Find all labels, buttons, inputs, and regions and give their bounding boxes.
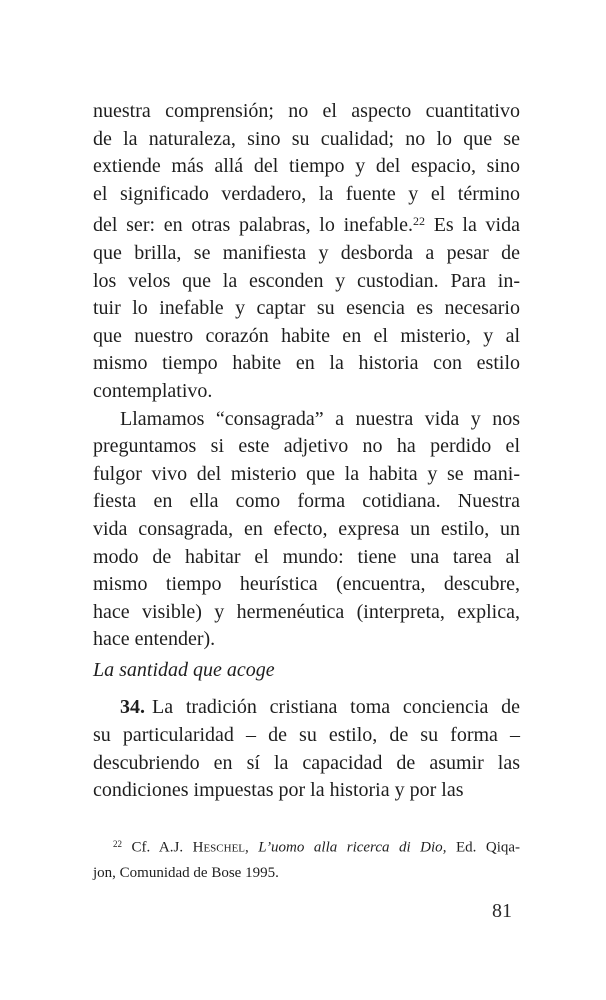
text-line	[93, 350, 520, 378]
text-run: mismo tiempo habite en la historia con estilo	[93, 352, 520, 375]
text-run: fulgor vivo del misterio que la habita y se mani-	[93, 462, 520, 485]
text-line	[93, 722, 520, 750]
text-run: Es la vida	[424, 214, 520, 237]
text-run: jon, Comunidad de Bose 1995.	[93, 865, 279, 882]
text-line	[93, 208, 520, 240]
text-line	[93, 126, 520, 154]
text-run: del ser: en otras palabras, lo inefable.	[93, 214, 413, 237]
text-column	[93, 0, 520, 926]
text-run: condiciones impuestas por la historia y por las	[93, 779, 464, 802]
text-run: de la naturaleza, sino su cualidad; no lo que se	[93, 127, 520, 150]
text-run: extiende más allá del tiempo y del espacio, sino	[93, 155, 520, 178]
footnote-number: 22	[113, 838, 122, 849]
author-name: Heschel	[192, 839, 246, 856]
text-line	[93, 831, 520, 861]
text-run: ,	[245, 839, 259, 856]
text-run: nuestra comprensión; no el aspecto cuantitativo	[93, 100, 520, 122]
text-line	[93, 295, 520, 323]
section-heading: La santidad que acoge	[93, 658, 275, 681]
text-run: modo de habitar el mundo: tiene una tarea al	[93, 545, 520, 568]
text-run: mismo tiempo heurística (encuentra, descubre,	[93, 573, 520, 596]
text-run: los velos que la esconden y custodian. Para in-	[93, 269, 520, 292]
text-run: vida consagrada, en efecto, expresa un estilo, un	[93, 517, 520, 540]
book-title: L’uomo alla ricerca di Dio	[258, 839, 443, 856]
text-line	[93, 544, 520, 572]
text-line	[93, 406, 520, 434]
text-line	[93, 181, 520, 209]
text-line	[93, 599, 520, 627]
text-run: , Ed. Qiqa-	[442, 839, 521, 856]
text-line	[93, 777, 520, 805]
text-line	[93, 860, 520, 886]
text-line	[93, 153, 520, 181]
paragraph-3	[93, 694, 520, 804]
text-line	[93, 694, 520, 722]
footnote-ref: 22	[412, 214, 425, 229]
text-run: fiesta en ella como forma cotidiana. Nuestra	[93, 490, 520, 513]
text-line	[93, 571, 520, 599]
text-line	[93, 488, 520, 516]
text-line	[93, 750, 520, 778]
paragraph-number: 34.	[120, 696, 145, 719]
text-line	[93, 98, 520, 126]
text-run: que brilla, se manifiesta y desborda a pesar de	[93, 241, 520, 264]
text-run: contemplativo.	[93, 379, 213, 402]
text-line	[93, 461, 520, 489]
text-run: tuir lo inefable y captar su esencia es necesario	[93, 297, 520, 320]
text-line	[93, 323, 520, 351]
text-run: descubriendo en sí la capacidad de asumir las	[93, 751, 520, 774]
text-line	[93, 516, 520, 544]
text-line	[93, 433, 520, 461]
text-run: su particularidad – de su estilo, de su forma –	[93, 724, 520, 747]
text-line	[93, 378, 520, 406]
text-line	[93, 240, 520, 268]
paragraph-2	[93, 406, 520, 654]
text-run: La tradición cristiana toma conciencia de	[152, 696, 520, 719]
footnote	[93, 831, 520, 887]
text-run: Llamamos “consagrada” a nuestra vida y nos	[120, 407, 520, 430]
text-line	[93, 626, 520, 654]
page-number: 81	[492, 900, 512, 923]
text-run: el significado verdadero, la fuente y el término	[93, 182, 520, 205]
text-line	[93, 268, 520, 296]
text-run: Cf. A.J.	[122, 839, 193, 856]
text-run: hace visible) y hermenéutica (interpreta, explica,	[93, 600, 520, 623]
text-run: hace entender).	[93, 628, 216, 651]
text-run: que nuestro corazón habite en el misterio, y al	[93, 324, 520, 347]
paragraph-1	[93, 98, 520, 406]
text-run: preguntamos si este adjetivo no ha perdido el	[93, 435, 520, 458]
